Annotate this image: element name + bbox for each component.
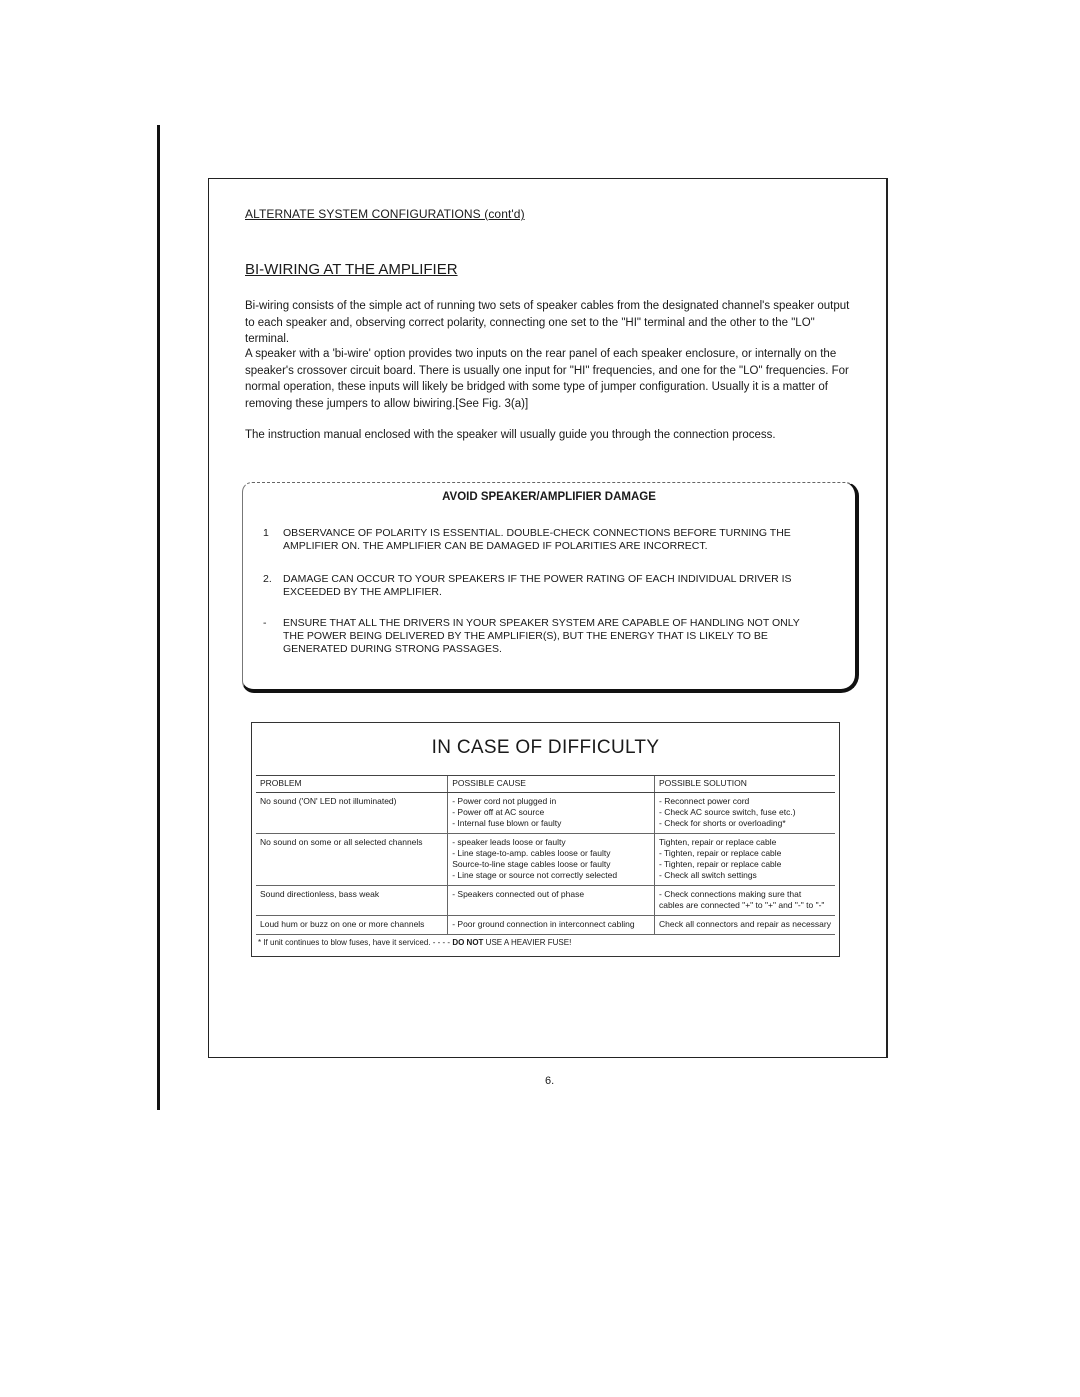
header-cause: POSSIBLE CAUSE — [448, 776, 655, 793]
warning-item-number: 2. — [263, 573, 272, 585]
solution-cell — [655, 886, 835, 916]
cause-cell — [448, 793, 655, 834]
section-label: ALTERNATE SYSTEM CONFIGURATIONS (cont'd) — [245, 207, 525, 221]
table-row — [256, 834, 835, 886]
paragraph-biwire-option: A speaker with a 'bi-wire' option provides two inputs on the rear panel of each speaker enclosure, or internally on the speaker's crossover circuit board. There is usually one input for "HI" frequencies, and one for the "LO" frequencies. For normal operation, these inputs will likely be bridged with some type of jumper configuration. Usually it is a matter of removing these jumpers to allow biwiring.[See Fig. 3(a)] — [245, 348, 849, 410]
paragraph-biwiring-definition: Bi-wiring consists of the simple act of running two sets of speaker cables from the designated channel's speaker output to each speaker and, observing correct polarity, connecting one set to the "HI" terminal and the other to the "LO" terminal. — [245, 300, 850, 345]
problem-cell: Sound directionless, bass weak — [256, 886, 448, 916]
problem-cell: No sound on some or all selected channels — [256, 834, 448, 886]
solution-line: Check all connectors and repair as necessary — [659, 919, 831, 929]
header-problem: PROBLEM — [256, 776, 448, 793]
table-row — [256, 793, 835, 834]
solution-line: - Tighten, repair or replace cable — [659, 848, 782, 858]
solution-cell — [655, 793, 835, 834]
cause-cell — [448, 916, 655, 935]
cause-line: - Internal fuse blown or faulty — [452, 818, 562, 828]
problem-cell: No sound ('ON' LED not illuminated) — [256, 793, 448, 834]
solution-line: cables are connected "+" to "+" and "-" to "-" — [659, 900, 825, 910]
footnote-tail: USE A HEAVIER FUSE! — [485, 938, 572, 947]
warning-item-number: 1 — [263, 527, 269, 539]
solution-line: Tighten, repair or replace cable — [659, 837, 777, 847]
page-heading: BI-WIRING AT THE AMPLIFIER — [245, 261, 458, 278]
solution-line: - Tighten, repair or replace cable — [659, 859, 782, 869]
page-frame-right-edge — [886, 178, 888, 1058]
troubleshooting-table — [256, 775, 835, 935]
cause-cell — [448, 886, 655, 916]
warning-item-text: ENSURE THAT ALL THE DRIVERS IN YOUR SPEAKER SYSTEM ARE CAPABLE OF HANDLING NOT ONLY THE POWER BEING DELIVERED BY THE AMPLIFIER(S), BUT THE ENERGY THAT IS LIKELY TO BE GENERATED DURING STRONG PASSAGES. — [283, 617, 800, 655]
fuse-footnote — [258, 938, 571, 947]
warning-item-text: OBSERVANCE OF POLARITY IS ESSENTIAL. DOUBLE-CHECK CONNECTIONS BEFORE TURNING THE AMPLIFIER ON. THE AMPLIFIER CAN BE DAMAGED IF POLARITIES ARE INCORRECT. — [283, 527, 791, 552]
warning-item-number: - — [263, 617, 267, 629]
cause-line: - Power off at AC source — [452, 807, 545, 817]
header-solution: POSSIBLE SOLUTION — [655, 776, 835, 793]
cause-line: - Speakers connected out of phase — [452, 889, 585, 899]
cause-line: - Line stage or source not correctly selected — [452, 870, 618, 880]
cause-line: Source-to-line stage cables loose or faulty — [452, 859, 611, 869]
solution-line: - Reconnect power cord — [659, 796, 750, 806]
warning-item — [263, 573, 823, 598]
cause-cell — [448, 834, 655, 886]
page-number: 6. — [545, 1075, 555, 1087]
solution-cell — [655, 834, 835, 886]
cause-line: - Poor ground connection in interconnect cabling — [452, 919, 635, 929]
cause-line: - Line stage-to-amp. cables loose or faulty — [452, 848, 611, 858]
solution-line: - Check connections making sure that — [659, 889, 802, 899]
footnote-emphasis: DO NOT — [452, 938, 484, 947]
table-row — [256, 886, 835, 916]
solution-line: - Check all switch settings — [659, 870, 757, 880]
problem-cell: Loud hum or buzz on one or more channels — [256, 916, 448, 935]
warning-item — [263, 617, 823, 655]
scan-edge-line — [157, 125, 160, 1110]
cause-line: - speaker leads loose or faulty — [452, 837, 566, 847]
difficulty-box — [251, 722, 840, 957]
solution-line: - Check for shorts or overloading* — [659, 818, 786, 828]
difficulty-title: IN CASE OF DIFFICULTY — [431, 737, 660, 758]
warning-title: AVOID SPEAKER/AMPLIFIER DAMAGE — [442, 491, 656, 503]
footnote-lead: * If unit continues to blow fuses, have it serviced. - - - - — [258, 938, 451, 947]
warning-item — [263, 527, 823, 552]
cause-line: - Power cord not plugged in — [452, 796, 557, 806]
table-header-row — [256, 776, 835, 793]
warning-box — [242, 482, 859, 693]
paragraph-instruction-manual: The instruction manual enclosed with the speaker will usually guide you through the connection process. — [245, 429, 776, 441]
solution-line: - Check AC source switch, fuse etc.) — [659, 807, 796, 817]
solution-cell — [655, 916, 835, 935]
warning-item-text: DAMAGE CAN OCCUR TO YOUR SPEAKERS IF THE POWER RATING OF EACH INDIVIDUAL DRIVER IS EXCEEDED BY THE AMPLIFIER. — [283, 573, 792, 598]
table-row — [256, 916, 835, 935]
